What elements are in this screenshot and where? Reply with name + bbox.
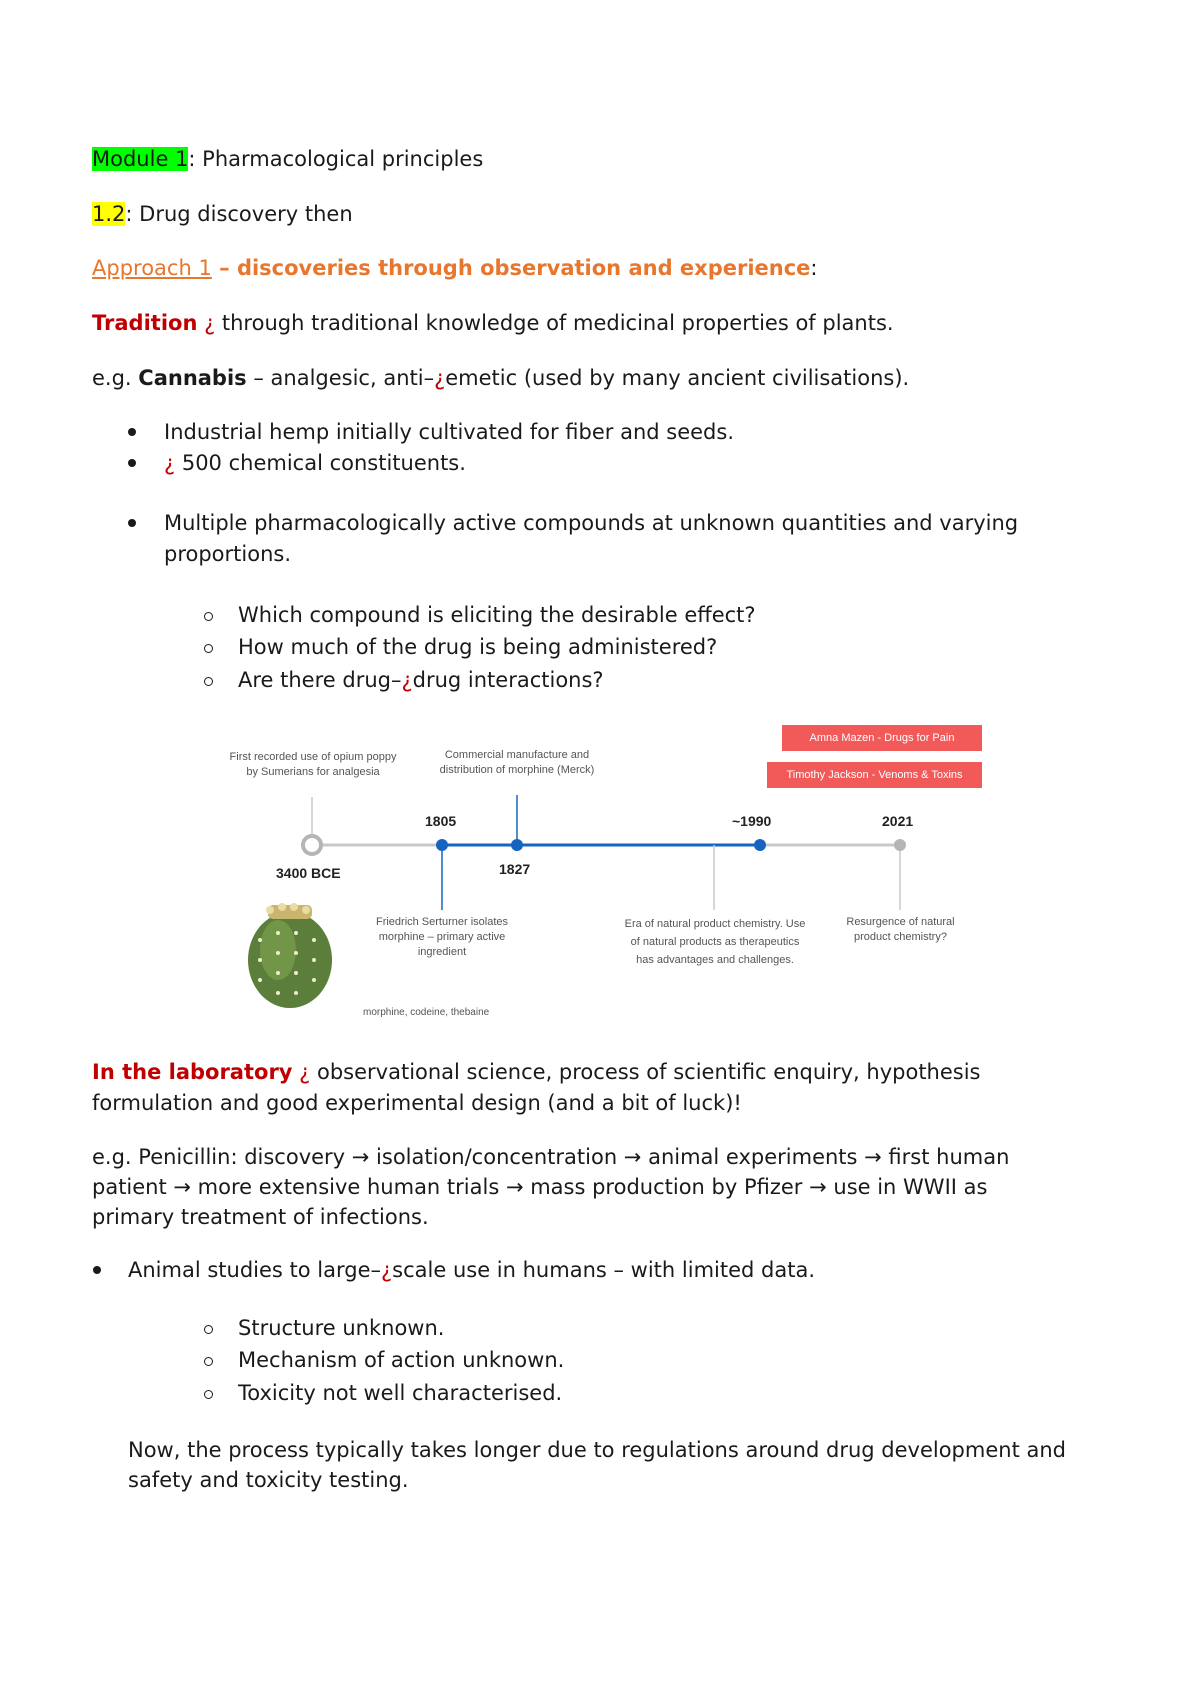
sub-bullet bbox=[204, 612, 213, 621]
animal-pre: Animal studies to large– bbox=[128, 1258, 382, 1282]
cannabis-post: emetic (used by many ancient civilisations). bbox=[445, 366, 910, 390]
bullet-dot bbox=[128, 459, 136, 467]
section-heading bbox=[92, 200, 353, 228]
lab-line-2: formulation and good experimental design (and a bit of luck)! bbox=[92, 1091, 742, 1115]
event-note-1827: Commercial manufacture and distribution of morphine (Merck) bbox=[439, 749, 595, 776]
question-mark: ¿ bbox=[401, 668, 413, 692]
cannabis-prefix: e.g. bbox=[92, 366, 139, 390]
bullet-dot bbox=[128, 428, 136, 436]
bullet-dot bbox=[128, 519, 136, 527]
list-item-continuation: proportions. bbox=[164, 542, 292, 566]
timeline-point-3400bce bbox=[303, 836, 321, 854]
event-year-1805: 1805 bbox=[425, 813, 457, 829]
animal-post: scale use in humans – with limited data. bbox=[392, 1258, 815, 1282]
cannabis-mark: ¿ bbox=[434, 366, 446, 390]
tradition-label: Tradition bbox=[92, 311, 198, 335]
event-year-1827: 1827 bbox=[499, 861, 531, 877]
now-line-2: safety and toxicity testing. bbox=[128, 1468, 409, 1492]
list-item-mark: ¿ bbox=[164, 451, 176, 475]
sub-bullet bbox=[204, 1390, 213, 1399]
tradition-line bbox=[92, 309, 894, 337]
sub-bullet bbox=[204, 1357, 213, 1366]
module-title: : Pharmacological principles bbox=[188, 147, 484, 171]
timeline-point-2021 bbox=[894, 839, 906, 851]
event-note-1990: Era of natural product chemistry. Use of natural products as therapeutics has advantages and challenges. bbox=[624, 918, 806, 966]
module-heading bbox=[92, 145, 483, 173]
animal-mark: ¿ bbox=[381, 1258, 393, 1282]
timeline-point-1805 bbox=[436, 839, 448, 851]
timeline-figure bbox=[229, 715, 990, 1018]
lab-text: observational science, process of scientific enquiry, hypothesis bbox=[316, 1060, 981, 1084]
event-year-1990: ~1990 bbox=[732, 813, 772, 829]
question-item: How much of the drug is being administered? bbox=[238, 635, 718, 659]
now-line-1: Now, the process typically takes longer due to regulations around drug development and bbox=[128, 1438, 1066, 1462]
poppy-seed-head-icon bbox=[248, 903, 332, 1008]
approach-label: Approach 1 bbox=[92, 256, 212, 280]
approach-colon: : bbox=[810, 256, 818, 280]
list-item: Multiple pharmacologically active compounds at unknown quantities and varying bbox=[164, 511, 1019, 535]
list-item bbox=[164, 449, 466, 477]
cannabis-name: Cannabis bbox=[138, 366, 247, 390]
approach-dash: – bbox=[211, 256, 237, 280]
cannabis-line bbox=[92, 364, 909, 392]
sub-bullet bbox=[204, 1325, 213, 1334]
list-item-text: 500 chemical constituents. bbox=[175, 451, 466, 475]
lab-mark: ¿ bbox=[292, 1060, 317, 1084]
penicillin-line-1: e.g. Penicillin: discovery → isolation/concentration → animal experiments → first human bbox=[92, 1145, 1010, 1169]
event-year-3400bce: 3400 BCE bbox=[276, 865, 341, 881]
approach-title: discoveries through observation and experience bbox=[236, 256, 811, 280]
section-title: : Drug discovery then bbox=[125, 202, 353, 226]
badge-drugs-for-pain: Amna Mazen - Drugs for Pain bbox=[782, 725, 982, 751]
unknown-item: Structure unknown. bbox=[238, 1316, 445, 1340]
unknown-item: Toxicity not well characterised. bbox=[238, 1381, 563, 1405]
event-note-3400bce: First recorded use of opium poppy by Sumerians for analgesia bbox=[229, 751, 397, 778]
list-item bbox=[128, 1256, 815, 1284]
timeline-point-1990 bbox=[754, 839, 766, 851]
badge-venoms-toxins: Timothy Jackson - Venoms & Toxins bbox=[767, 762, 982, 788]
event-note-2021: Resurgence of natural product chemistry? bbox=[846, 916, 955, 943]
bullet-dot bbox=[93, 1266, 101, 1274]
sub-bullet bbox=[204, 677, 213, 686]
unknown-item: Mechanism of action unknown. bbox=[238, 1348, 565, 1372]
module-label: Module 1 bbox=[92, 147, 189, 171]
lab-line bbox=[92, 1058, 981, 1086]
penicillin-line-2: patient → more extensive human trials → mass production by Pfizer → use in WWII as bbox=[92, 1175, 988, 1199]
lab-label: In the laboratory bbox=[92, 1060, 293, 1084]
cannabis-pre: – analgesic, anti– bbox=[246, 366, 435, 390]
tradition-text: through traditional knowledge of medicinal properties of plants. bbox=[221, 311, 894, 335]
figure-caption: morphine, codeine, thebaine bbox=[363, 1007, 490, 1018]
event-note-1805: Friedrich Serturner isolates morphine – primary active ingredient bbox=[375, 916, 509, 958]
sub-bullet bbox=[204, 644, 213, 653]
question-item: Which compound is eliciting the desirable effect? bbox=[238, 603, 756, 627]
penicillin-line-3: primary treatment of infections. bbox=[92, 1205, 429, 1229]
question-post: drug interactions? bbox=[412, 668, 604, 692]
tradition-mark: ¿ bbox=[197, 311, 222, 335]
approach-heading bbox=[92, 254, 818, 282]
list-item: Industrial hemp initially cultivated for fiber and seeds. bbox=[164, 420, 735, 444]
event-year-2021: 2021 bbox=[882, 813, 914, 829]
section-label: 1.2 bbox=[92, 202, 126, 226]
question-pre: Are there drug– bbox=[238, 668, 402, 692]
timeline-point-1827 bbox=[511, 839, 523, 851]
question-item bbox=[238, 666, 604, 694]
